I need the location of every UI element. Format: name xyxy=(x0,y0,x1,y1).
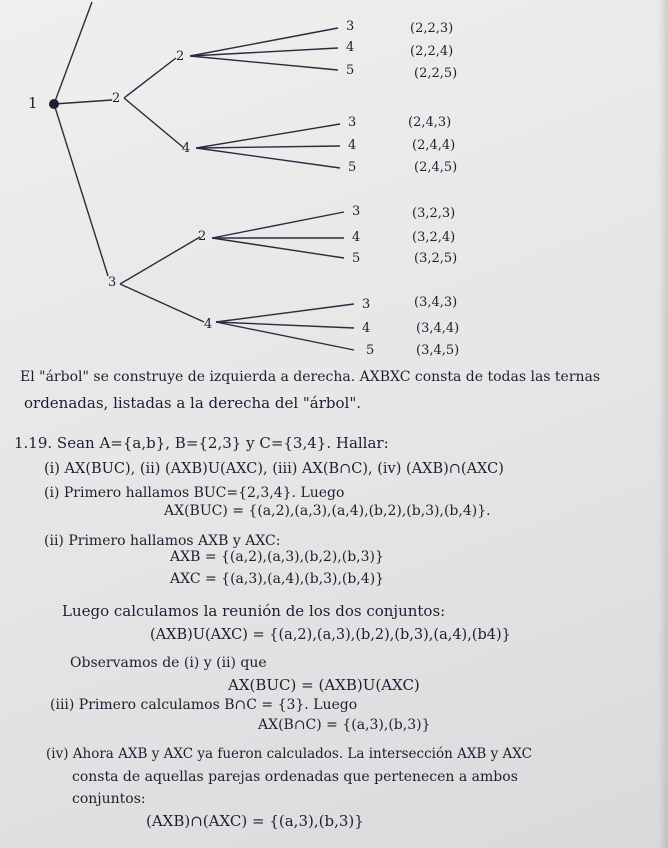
note-line-1: El "árbol" se construye de izquierda a derecha. AXBXC consta de todas las ternas xyxy=(20,369,601,385)
part-i-intro: (i) Primero hallamos BUC={2,3,4}. Luego xyxy=(44,485,345,501)
leaf-label: 4 xyxy=(362,321,371,336)
branch-root-up xyxy=(54,2,92,104)
leaf-label: 3 xyxy=(346,19,355,34)
branch-leaf xyxy=(196,148,340,168)
tuple-label: (3,2,5) xyxy=(414,251,458,266)
part-iii-result: AX(B∩C) = {(a,3),(b,3)} xyxy=(258,717,431,733)
leaf-label: 3 xyxy=(362,297,371,312)
leaf-label: 4 xyxy=(346,40,355,55)
part-ii-intro: (ii) Primero hallamos AXB y AXC: xyxy=(44,533,281,549)
problem-parts: (i) AX(BUC), (ii) (AXB)U(AXC), (iii) AX(B∩C), (iv) (AXB)∩(AXC) xyxy=(44,461,504,477)
union-result: (AXB)U(AXC) = {(a,2),(a,3),(b,2),(b,3),(a,4),(b4)} xyxy=(150,627,511,643)
part-i-result: AX(BUC) = {(a,2),(a,3),(a,4),(b,2),(b,3),(b,4)}. xyxy=(164,503,491,519)
leaf-label: 5 xyxy=(346,63,355,78)
leaf-label: 4 xyxy=(352,230,361,245)
branch-3-2 xyxy=(120,237,200,284)
branch-3-4 xyxy=(120,284,204,322)
level2-node-label: 4 xyxy=(182,141,191,156)
equality-line: AX(BUC) = (AXB)U(AXC) xyxy=(228,676,420,694)
leaf-label: 5 xyxy=(352,251,361,266)
tuple-label: (2,4,5) xyxy=(414,160,458,175)
root-label: 1 xyxy=(28,94,38,112)
branch-leaf xyxy=(196,124,340,148)
tuple-label: (2,2,3) xyxy=(410,21,454,36)
level1-node-label: 2 xyxy=(112,91,121,106)
level2-node-label: 2 xyxy=(176,49,185,64)
tuple-label: (3,2,3) xyxy=(412,206,456,221)
branch-2-4 xyxy=(124,98,184,148)
tuple-label: (3,2,4) xyxy=(412,230,456,245)
part-iv-result: (AXB)∩(AXC) = {(a,3),(b,3)} xyxy=(146,812,364,830)
part-iv-line-3: conjuntos: xyxy=(72,791,146,807)
branch-2-2 xyxy=(124,58,176,98)
level2-node-label: 2 xyxy=(198,229,207,244)
leaf-label: 3 xyxy=(352,204,361,219)
tuple-label: (2,2,5) xyxy=(414,66,458,81)
tuple-label: (2,4,3) xyxy=(408,115,452,130)
tuple-label: (2,2,4) xyxy=(410,44,454,59)
root-node xyxy=(49,99,59,109)
branch-leaf xyxy=(216,304,354,322)
leaf-label: 3 xyxy=(348,115,357,130)
note-line-2: ordenadas, listadas a la derecha del "árbol". xyxy=(24,394,362,412)
leaf-label: 4 xyxy=(348,138,357,153)
part-iii-intro: (iii) Primero calculamos B∩C = {3}. Luego xyxy=(50,697,358,713)
tuple-label: (3,4,3) xyxy=(414,295,458,310)
branch-leaf xyxy=(216,322,354,328)
problem-header: 1.19. Sean A={a,b}, B={2,3} y C={3,4}. Hallar: xyxy=(14,434,389,452)
branch-root-2 xyxy=(54,100,112,104)
level2-node-label: 4 xyxy=(204,317,213,332)
observe-line: Observamos de (i) y (ii) que xyxy=(70,655,267,671)
tuple-label: (3,4,5) xyxy=(416,343,460,358)
branch-leaf xyxy=(190,56,338,70)
part-iv-line-1: (iv) Ahora AXB y AXC ya fueron calculados. La intersección AXB y AXC xyxy=(46,746,533,762)
leaf-label: 5 xyxy=(366,343,375,358)
leaf-label: 5 xyxy=(348,160,357,175)
level1-node-label: 3 xyxy=(108,275,117,290)
union-intro: Luego calculamos la reunión de los dos conjuntos: xyxy=(62,602,446,620)
tree-diagram xyxy=(0,0,668,380)
tuple-label: (3,4,4) xyxy=(416,321,460,336)
part-iv-line-2: consta de aquellas parejas ordenadas que pertenecen a ambos xyxy=(72,769,518,785)
part-ii-axc: AXC = {(a,3),(a,4),(b,3),(b,4)} xyxy=(170,571,385,587)
branch-root-3 xyxy=(54,104,108,276)
branch-leaf xyxy=(212,212,344,238)
part-ii-axb: AXB = {(a,2),(a,3),(b,2),(b,3)} xyxy=(170,549,384,565)
branch-leaf xyxy=(216,322,354,350)
branch-leaf xyxy=(196,146,340,148)
tuple-label: (2,4,4) xyxy=(412,138,456,153)
branch-leaf xyxy=(212,238,344,258)
